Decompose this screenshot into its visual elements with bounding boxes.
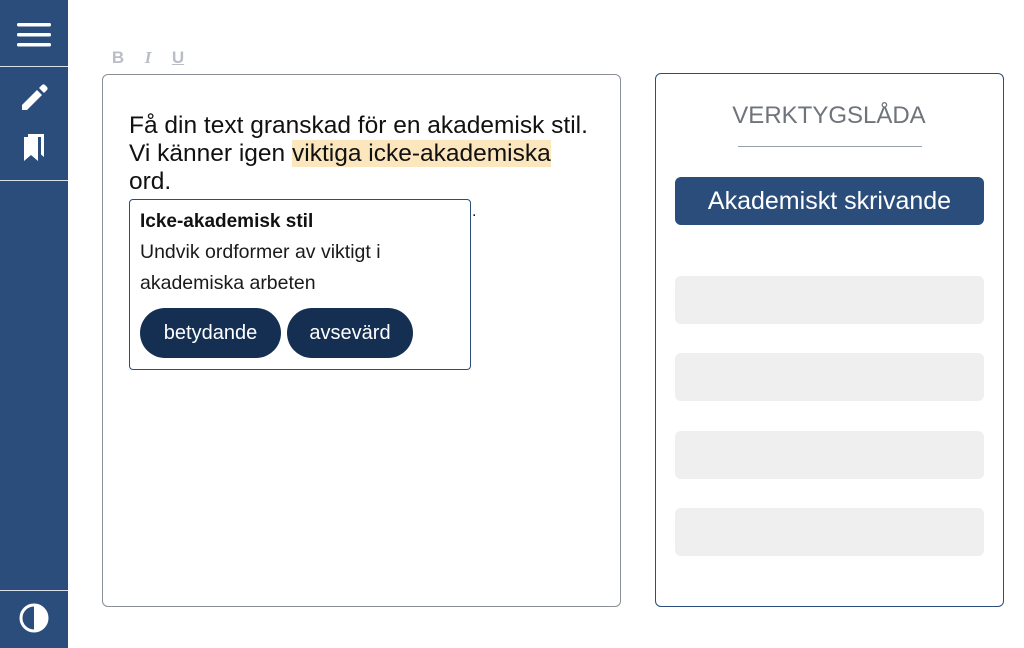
suggestion-popup xyxy=(129,199,471,370)
hamburger-menu-icon xyxy=(17,22,51,48)
bookmarks-button[interactable] xyxy=(0,128,68,168)
toolbox-title-underline xyxy=(738,146,922,147)
tool-placeholder xyxy=(675,508,984,556)
toolbox-title: VERKTYGSLÅDA xyxy=(732,102,926,129)
sidebar-divider xyxy=(0,180,68,181)
tool-placeholder xyxy=(675,276,984,324)
sidebar-divider xyxy=(0,590,68,591)
academic-writing-button[interactable]: Akademiskt skrivande xyxy=(675,177,984,225)
editor-text-before: Få din text granskad för en akademisk stil. Vi känner igen xyxy=(129,112,588,167)
edit-button[interactable] xyxy=(0,78,68,118)
pencil-icon xyxy=(19,83,49,113)
suggestion-button-betydande[interactable]: betydande xyxy=(140,308,281,358)
tool-placeholder xyxy=(675,353,984,401)
text-cursor: . xyxy=(472,203,477,220)
menu-button[interactable] xyxy=(0,10,68,60)
popup-title: Icke-akademisk stil xyxy=(140,211,314,232)
contrast-button[interactable] xyxy=(0,598,68,638)
popup-description: Undvik ordformer av viktigt i akademiska arbeten xyxy=(140,241,381,294)
underline-button[interactable]: U xyxy=(171,48,185,67)
italic-button[interactable]: I xyxy=(144,48,152,67)
editor-text-after: ord. xyxy=(129,168,172,195)
sidebar-divider xyxy=(0,66,68,67)
toolbox-panel xyxy=(655,73,1004,607)
bold-button[interactable]: B xyxy=(111,48,125,67)
highlighted-word[interactable]: viktiga icke-akademiska xyxy=(292,140,551,167)
format-toolbar xyxy=(110,47,186,69)
tool-placeholder xyxy=(675,431,984,479)
contrast-icon xyxy=(18,602,50,634)
suggestion-button-avsevard[interactable]: avsevärd xyxy=(287,308,413,358)
sidebar xyxy=(0,0,68,648)
editor-text[interactable] xyxy=(129,112,589,196)
bookmarks-icon xyxy=(21,133,47,163)
